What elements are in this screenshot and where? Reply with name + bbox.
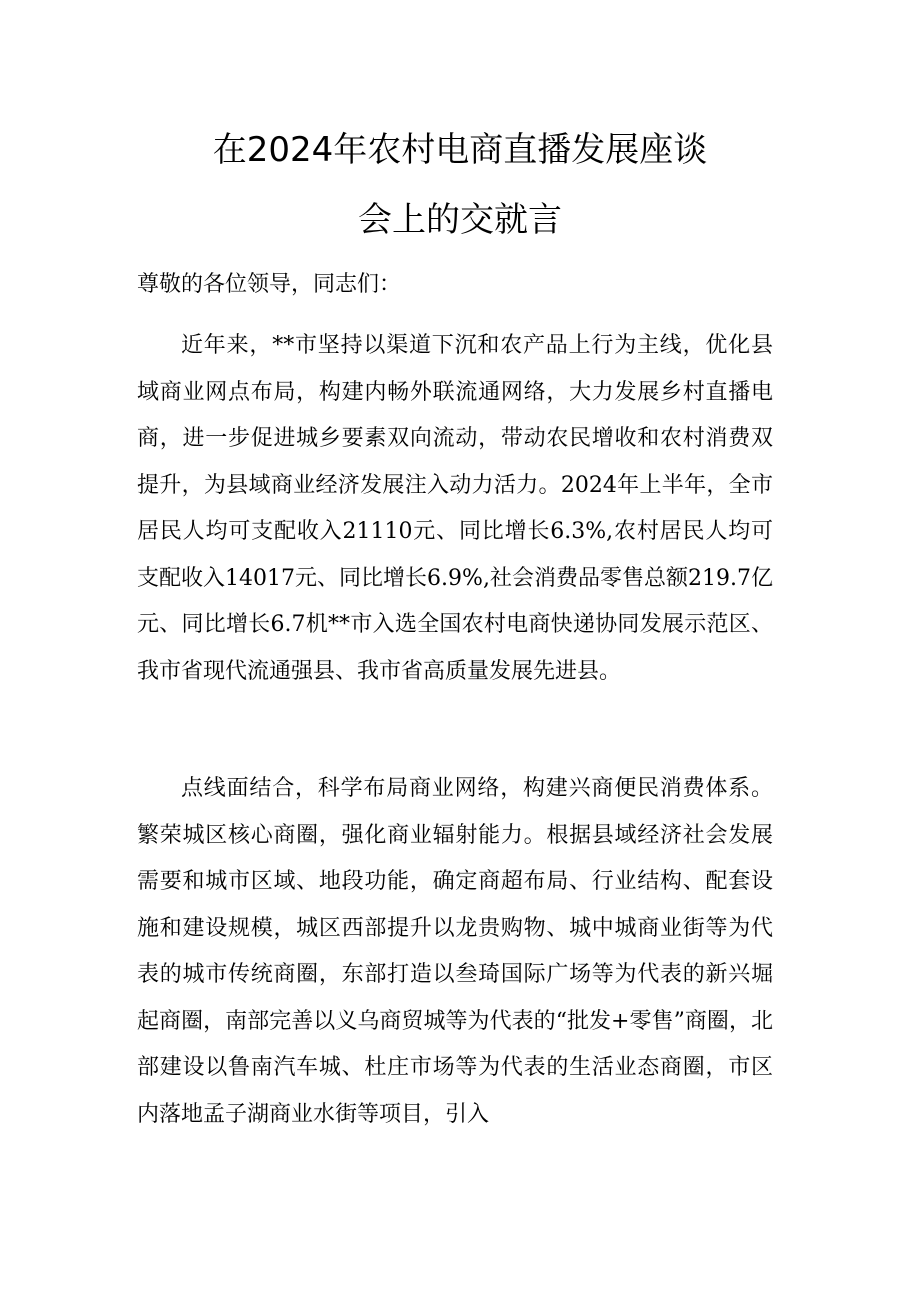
salutation: 尊敬的各位领导，同志们： — [137, 272, 402, 297]
body-paragraph-1: 近年来，**市坚持以渠道下沉和农产品上行为主线，优化县域商业网点布局，构建内畅外联流通网络，大力发展乡村直播电商，进一步促进城乡要素双向流动，带动农民增收和农村消费双提升，为县域商业经济发展注入动力活力。2024年上半年，全市居民人均可支配收入21110元、同比增长6.3%,农村居民人均可支配收入14017元、同比增长6.9%,社会消费品零售总额219.7亿元、同比增长6.7机**市入选全国农村电商快递协同发展示范区、我市省现代流通强县、我市省高质量发展先进县。 — [137, 333, 773, 684]
document-title-line-2: 会上的交就言 — [358, 200, 562, 240]
body-paragraph-2: 点线面结合，科学布局商业网络，构建兴商便民消费体系。繁荣城区核心商圈，强化商业辐射能力。根据县域经济社会发展需要和城市区域、地段功能，确定商超布局、行业结构、配套设施和建设规模，城区西部提升以龙贵购物、城中城商业街等为代表的城市传统商圈，东部打造以叁琦国际广场等为代表的新兴堀起商圈，南部完善以义乌商贸城等为代表的“批发+零售”商圈，北部建设以鲁南汽车城、杜庄市场等为代表的生活业态商圈，市区内落地孟子湖商业水街等项目，引入 — [137, 776, 773, 1127]
document-title-line-1: 在2024年农村电商直播发展座谈 — [212, 130, 708, 170]
